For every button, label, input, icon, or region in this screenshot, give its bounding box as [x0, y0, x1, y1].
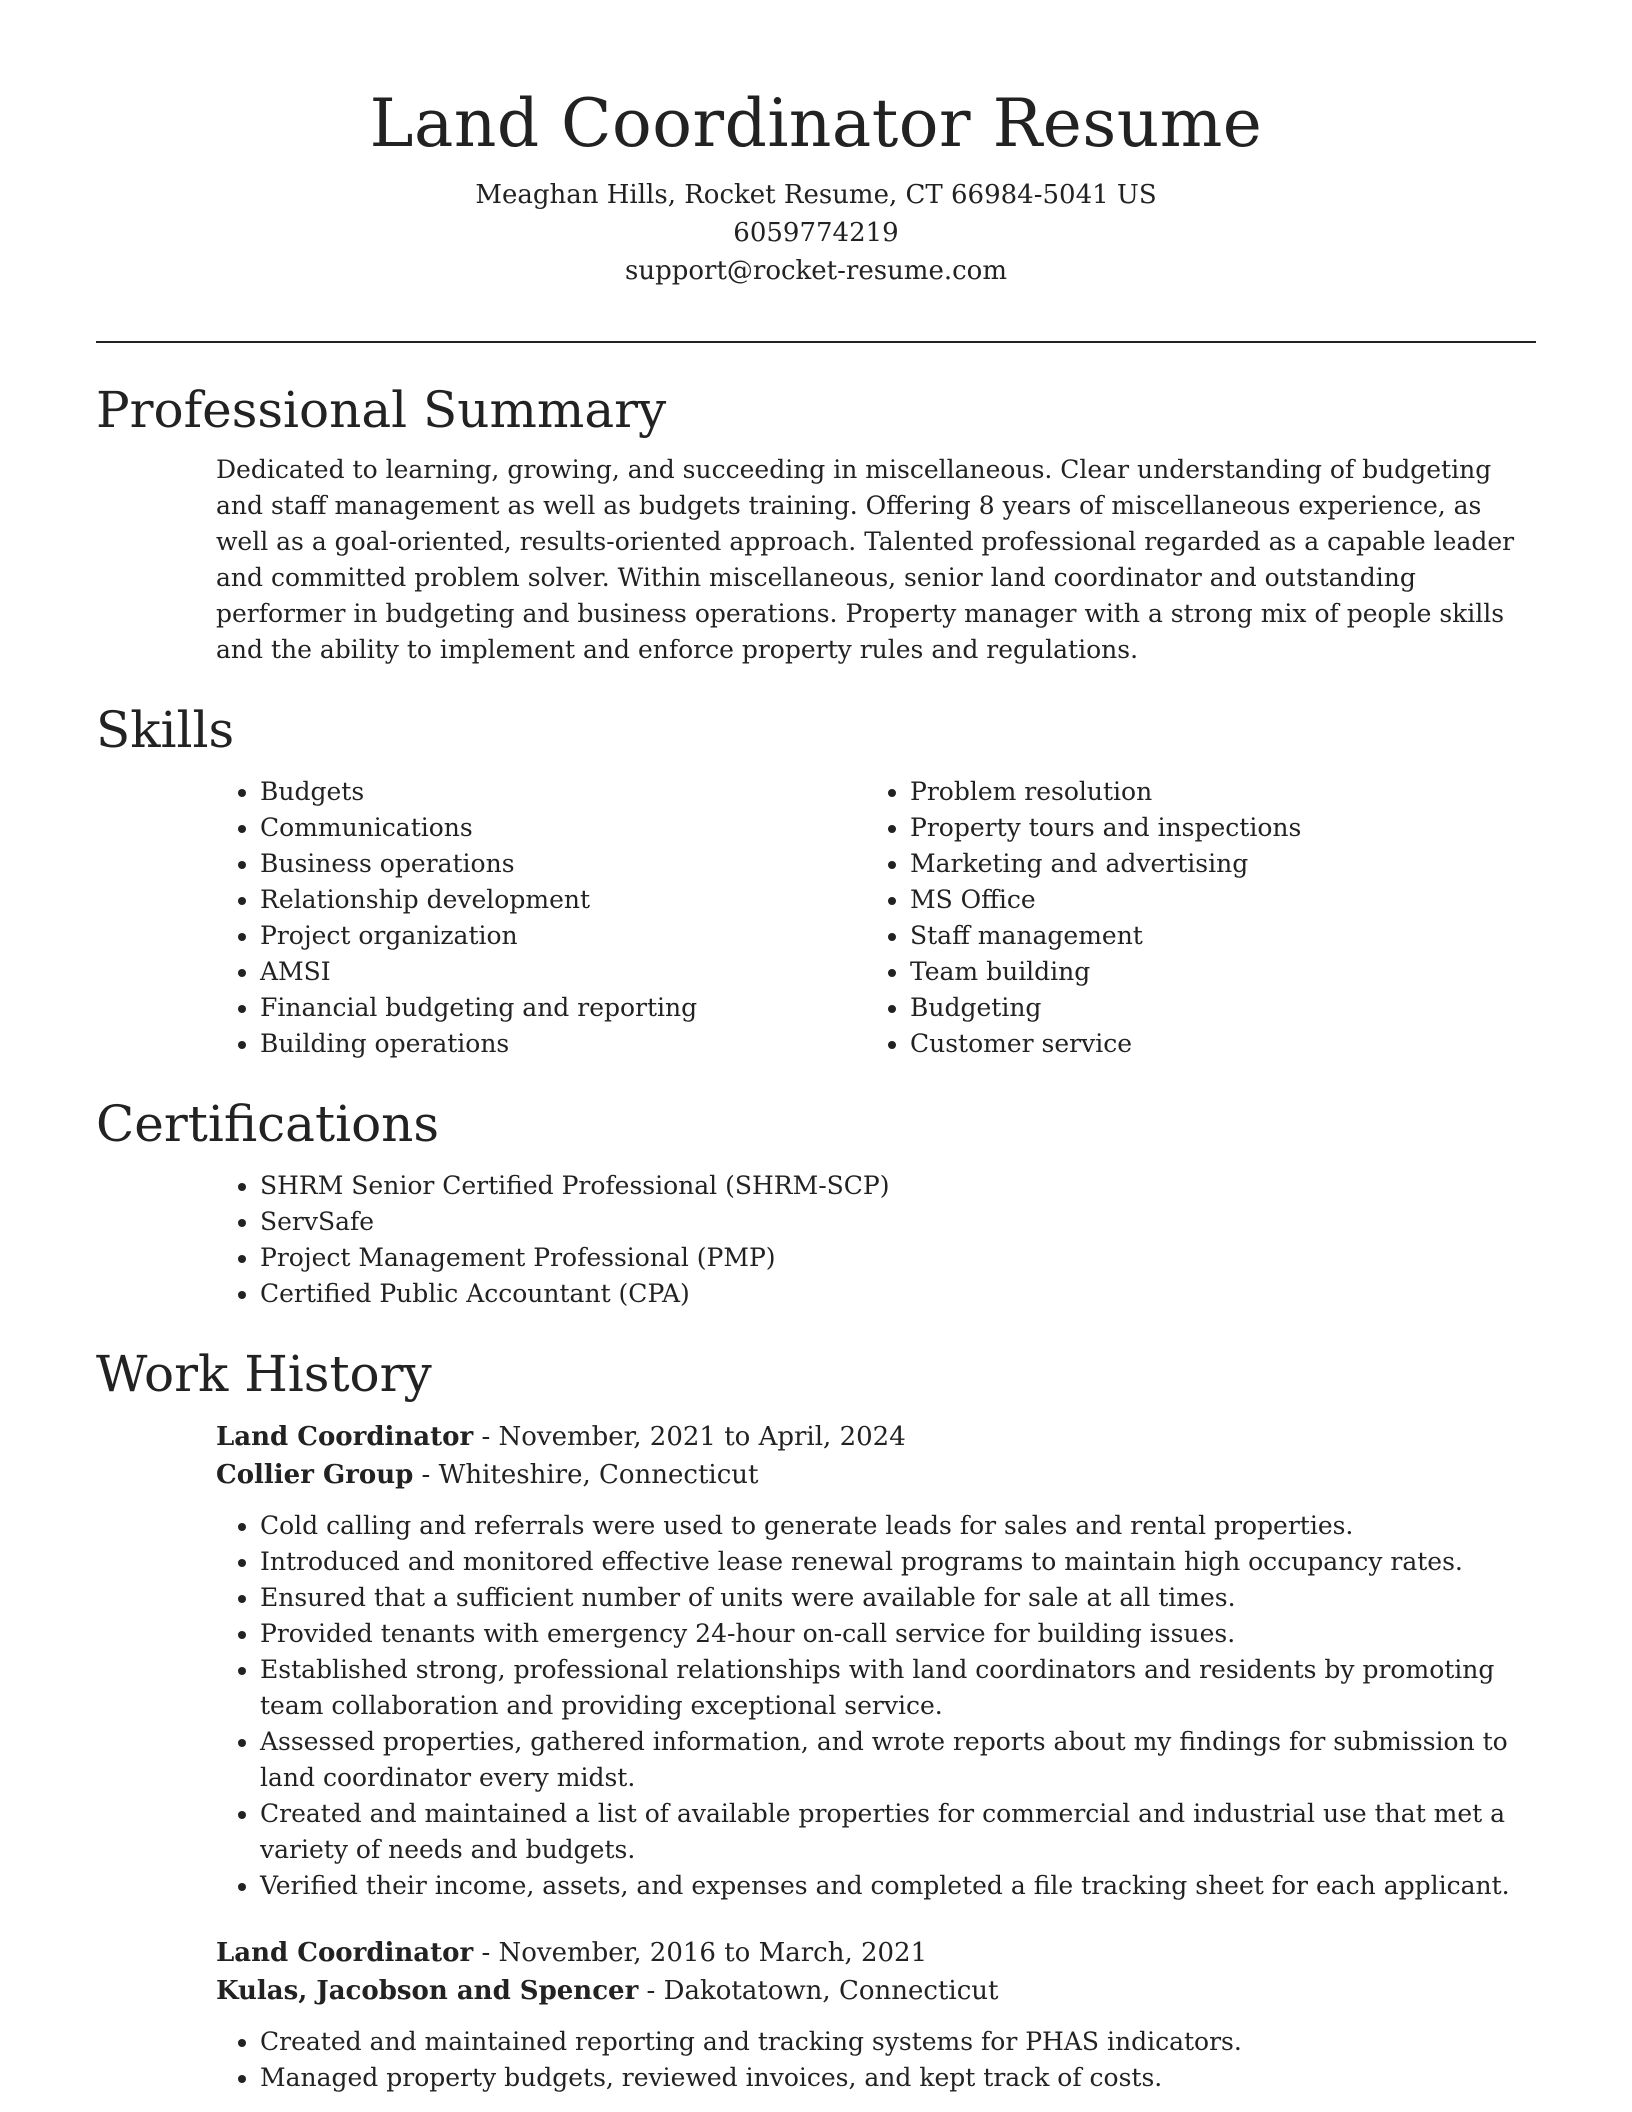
job-title: Land Coordinator: [216, 1422, 474, 1452]
contact-phone: 6059774219: [733, 217, 899, 248]
skill-item: • Customer service: [910, 1026, 1516, 1062]
skill-item: • Marketing and advertising: [910, 846, 1516, 882]
job-bullet: • Assessed properties, gathered information, and wrote reports about my findings for submission to land coordinator every midst.: [260, 1724, 1536, 1796]
certification-item: • Project Management Professional (PMP): [260, 1240, 1536, 1276]
job-bullet: • Ensured that a sufficient number of units were available for sale at all times.: [260, 1580, 1536, 1616]
skill-item: • Property tours and inspections: [910, 810, 1516, 846]
job-location: - Dakotatown, Connecticut: [638, 1976, 999, 2006]
skill-item: • Project organization: [260, 918, 866, 954]
job-bullet: • Provided tenants with emergency 24-hour on-call service for building issues.: [260, 1616, 1536, 1652]
header-divider: [96, 341, 1536, 343]
job-bullet: • Created and maintained reporting and tracking systems for PHAS indicators.: [260, 2024, 1536, 2060]
certifications-section: [96, 1094, 1536, 1312]
job-title: Land Coordinator: [216, 1938, 474, 1968]
job-bullet: • Created and maintained a list of available properties for commercial and industrial use that met a variety of needs and budgets.: [260, 1796, 1536, 1868]
job-company: Collier Group: [216, 1460, 414, 1490]
work-history-section: [96, 1344, 1536, 2096]
skill-item: • Budgeting: [910, 990, 1516, 1026]
skill-item: • AMSI: [260, 954, 866, 990]
skills-column-left: [216, 774, 866, 1062]
page-title: Land Coordinator Resume: [369, 85, 1263, 162]
skill-item: • Building operations: [260, 1026, 866, 1062]
certification-item: • SHRM Senior Certified Professional (SHRM-SCP): [260, 1168, 1536, 1204]
certifications-heading: Certifications: [96, 1095, 440, 1153]
job-company: Kulas, Jacobson and Spencer: [216, 1976, 639, 2006]
job-bullet: • Established strong, professional relationships with land coordinators and residents by promoting team collaboration and providing exceptional service.: [260, 1652, 1536, 1724]
job-bullets: [216, 2024, 1536, 2096]
skills-column-right: [866, 774, 1516, 1062]
resume-header: [0, 0, 1632, 290]
job-title-line: [216, 1418, 1536, 1456]
skill-item: • Business operations: [260, 846, 866, 882]
summary-text: Dedicated to learning, growing, and succeeding in miscellaneous. Clear understanding of budgeting and staff management as well as budgets training. Offering 8 years of miscellaneous experience, as well as a goal-oriented, results-oriented approach. Talented professional regarded as a capable leader and committed problem solver. Within miscellaneous, senior land coordinator and outstanding performer in budgeting and business operations. Property manager with a strong mix of people skills and the ability to implement and enforce property rules and regulations.: [216, 455, 1515, 664]
skills-section: [96, 700, 1536, 1062]
certification-item: • ServSafe: [260, 1204, 1536, 1240]
job-location: - Whiteshire, Connecticut: [413, 1460, 759, 1490]
skill-item: • Relationship development: [260, 882, 866, 918]
certifications-list: [216, 1168, 1536, 1312]
skills-heading: Skills: [96, 701, 235, 759]
job-dates: - November, 2016 to March, 2021: [473, 1938, 928, 1968]
contact-address: Meaghan Hills, Rocket Resume, CT 66984-5041 US: [475, 179, 1157, 210]
job-company-line: [216, 1972, 1536, 2010]
skill-item: • Budgets: [260, 774, 866, 810]
contact-info: [0, 176, 1632, 290]
job-entry: [216, 1418, 1536, 1904]
work-history-heading: Work History: [96, 1345, 432, 1403]
skill-item: • Team building: [910, 954, 1516, 990]
summary-heading: Professional Summary: [96, 381, 667, 439]
skill-item: • Financial budgeting and reporting: [260, 990, 866, 1026]
skill-item: • Communications: [260, 810, 866, 846]
skills-columns: [216, 774, 1536, 1062]
job-entry: [216, 1934, 1536, 2096]
contact-email: support@rocket-resume.com: [624, 255, 1007, 286]
summary-section: [96, 380, 1536, 668]
job-bullet: • Cold calling and referrals were used to generate leads for sales and rental properties.: [260, 1508, 1536, 1544]
job-dates: - November, 2021 to April, 2024: [473, 1422, 906, 1452]
job-title-line: [216, 1934, 1536, 1972]
skill-item: • MS Office: [910, 882, 1516, 918]
job-bullet: • Managed property budgets, reviewed invoices, and kept track of costs.: [260, 2060, 1536, 2096]
job-bullets: [216, 1508, 1536, 1904]
skill-item: • Problem resolution: [910, 774, 1516, 810]
skill-item: • Staff management: [910, 918, 1516, 954]
job-bullet: • Verified their income, assets, and expenses and completed a file tracking sheet for each applicant.: [260, 1868, 1536, 1904]
certification-item: • Certified Public Accountant (CPA): [260, 1276, 1536, 1312]
job-company-line: [216, 1456, 1536, 1494]
job-bullet: • Introduced and monitored effective lease renewal programs to maintain high occupancy rates.: [260, 1544, 1536, 1580]
